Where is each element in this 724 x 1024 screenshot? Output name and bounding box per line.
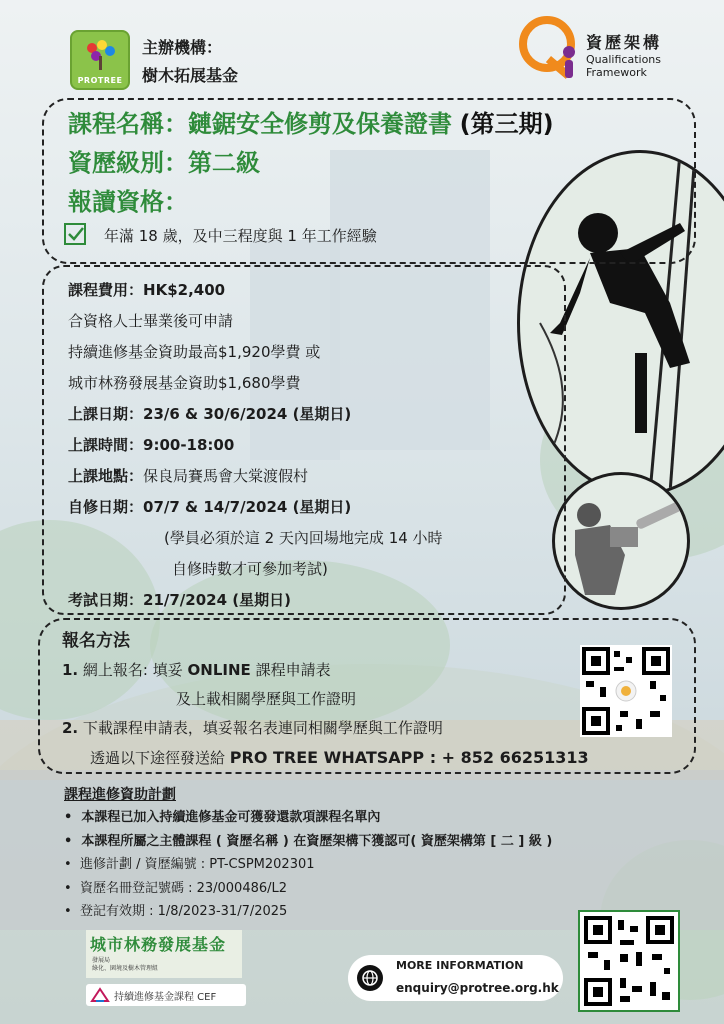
qf-logo-en-line1: Qualifications <box>586 53 662 66</box>
step-1-text-a: 網上報名: 填妥 <box>82 661 183 679</box>
class-time: 9:00-18:00 <box>143 436 235 454</box>
subsidy-item: • 登記有效期 : 1/8/2023-31/7/2025 <box>64 904 288 919</box>
more-info-label: MORE INFORMATION <box>396 959 524 972</box>
step-2-number: 2. <box>62 719 79 737</box>
qr-code-icon <box>580 912 678 1010</box>
qf-logo <box>586 30 662 79</box>
subsidy-item-text: 本課程已加入持續進修基金可獲發還款項課程名單內 <box>81 810 381 825</box>
chainsaw-icon <box>555 475 687 607</box>
subsidy-item-text: 進修計劃 / 資歷編號 : PT-CSPM202301 <box>79 857 315 872</box>
entry-label: 報讀資格： <box>68 188 188 216</box>
step-1-line-2: 及上載相關學歷與工作證明 <box>176 690 357 708</box>
step-2-text: 下載課程申請表，填妥報名表連同相關學歷與工作證明 <box>82 719 443 737</box>
venue-row <box>68 461 443 492</box>
class-date-row <box>68 399 443 430</box>
course-name-label: 課程名稱： <box>68 110 188 138</box>
entry-requirement: 年滿 18 歲，及中三程度與 1 年工作經驗 <box>104 227 377 245</box>
step-1-text-c: 課程申請表 <box>255 661 331 679</box>
subsidy-item: • 本課程已加入持續進修基金可獲發還款項課程名單內 <box>64 810 381 825</box>
step-1-number: 1. <box>62 661 79 679</box>
step-2-line-2 <box>62 743 589 773</box>
course-level: 第二級 <box>188 149 260 177</box>
checkbox-checked-icon <box>64 223 86 245</box>
registration-step-1 <box>62 656 589 685</box>
course-level-line <box>68 143 260 178</box>
info-qr-code[interactable] <box>578 910 680 1012</box>
fee-note-1: 合資格人士畢業後可申請 <box>68 312 234 330</box>
cef-label: 持續進修基金課程 CEF <box>114 992 217 1003</box>
tree-icon <box>82 38 118 72</box>
class-date-label: 上課日期： <box>68 405 144 423</box>
fee-note-3: 城市林務發展基金資助$1,680學費 <box>68 374 301 392</box>
qf-logo-zh: 資歷架構 <box>586 33 663 52</box>
globe-icon <box>356 964 384 992</box>
class-time-row <box>68 430 443 461</box>
course-term: (第三期) <box>459 110 554 138</box>
exam-date: 21/7/2024 (星期日) <box>143 591 291 609</box>
registration-steps <box>62 656 589 773</box>
subsidy-item: • 本課程所屬之主體課程 ( 資歷名稱 ) 在資歷架構下獲認可( 資歷架構第 [ 二 ] 級 ) <box>64 833 553 849</box>
self-study-row <box>68 492 443 523</box>
self-study-note-2: 自修時數才可參加考試) <box>172 560 328 578</box>
protree-logo-text: PROTREE <box>77 76 123 85</box>
registration-step-2 <box>62 714 589 743</box>
step-2-text-b: 透過以下途徑發送給 <box>90 749 226 767</box>
subsidy-title: 課程進修資助計劃 <box>64 787 176 803</box>
subsidy-item-text: 本課程所屬之主體課程 ( 資歷名稱 ) 在資歷架構下獲認可( 資歷架構第 [ 二 ] 級 ) <box>81 833 553 849</box>
venue-label: 上課地點： <box>68 467 144 485</box>
whatsapp-contact[interactable]: PRO TREE WHATSAPP : + 852 66251313 <box>229 748 589 767</box>
class-time-label: 上課時間： <box>68 436 144 454</box>
entry-label-line <box>68 182 188 217</box>
self-study-date: 07/7 & 14/7/2024 (星期日) <box>143 498 352 516</box>
self-study-label: 自修日期： <box>68 498 144 516</box>
fee-value: HK$2,400 <box>143 281 226 299</box>
subsidy-item-text: 資歷名冊登記號碼 : 23/000486/L2 <box>79 880 288 896</box>
subsidy-item: • 資歷名冊登記號碼 : 23/000486/L2 <box>64 880 288 896</box>
organizer-label: 主辦機構： <box>142 38 223 57</box>
subsidy-item-text: 登記有效期 : 1/8/2023-31/7/2025 <box>79 904 288 919</box>
exam-row <box>68 585 443 616</box>
class-date: 23/6 & 30/6/2024 (星期日) <box>143 405 352 423</box>
protree-logo <box>70 30 130 90</box>
course-name-line <box>68 104 554 139</box>
ufdf-name: 城市林務發展基金 <box>90 935 227 954</box>
fee-note-2: 持續進修基金資助最高$1,920學費 或 <box>68 343 321 361</box>
qf-logo-en-line2: Framework <box>586 66 647 79</box>
course-name: 鏈鋸安全修剪及保養證書 <box>188 110 452 138</box>
qr-code-icon <box>580 645 672 737</box>
course-details <box>68 275 443 616</box>
registration-qr-code[interactable] <box>580 645 672 737</box>
qf-logo-icon <box>517 12 585 84</box>
step-1-online-link[interactable]: ONLINE <box>187 661 251 679</box>
ufdf-sub-1: 發展局 <box>92 957 111 964</box>
organizer <box>142 34 238 90</box>
subsidy-list <box>64 806 552 924</box>
ufdf-sub-2: 綠化、園境及樹木管理組 <box>92 965 159 972</box>
cef-logo <box>86 984 246 1006</box>
organizer-name: 樹木拓展基金 <box>142 66 239 85</box>
registration-title: 報名方法 <box>62 631 130 651</box>
contact-email[interactable]: enquiry@protree.org.hk <box>396 981 559 995</box>
subsidy-item: • 進修計劃 / 資歷編號 : PT-CSPM202301 <box>64 857 315 872</box>
course-level-label: 資歷級別： <box>68 149 188 177</box>
self-study-note-1: (學員必須於這 2 天內回場地完成 14 小時 <box>164 529 443 547</box>
venue: 保良局賽馬會大棠渡假村 <box>143 467 309 485</box>
fee-row <box>68 275 443 306</box>
fee-label: 課程費用： <box>68 281 144 299</box>
exam-label: 考試日期： <box>68 591 144 609</box>
cef-icon <box>90 987 110 1003</box>
chainsaw-operator-illustration <box>552 472 690 610</box>
ufdf-logo <box>86 930 242 978</box>
